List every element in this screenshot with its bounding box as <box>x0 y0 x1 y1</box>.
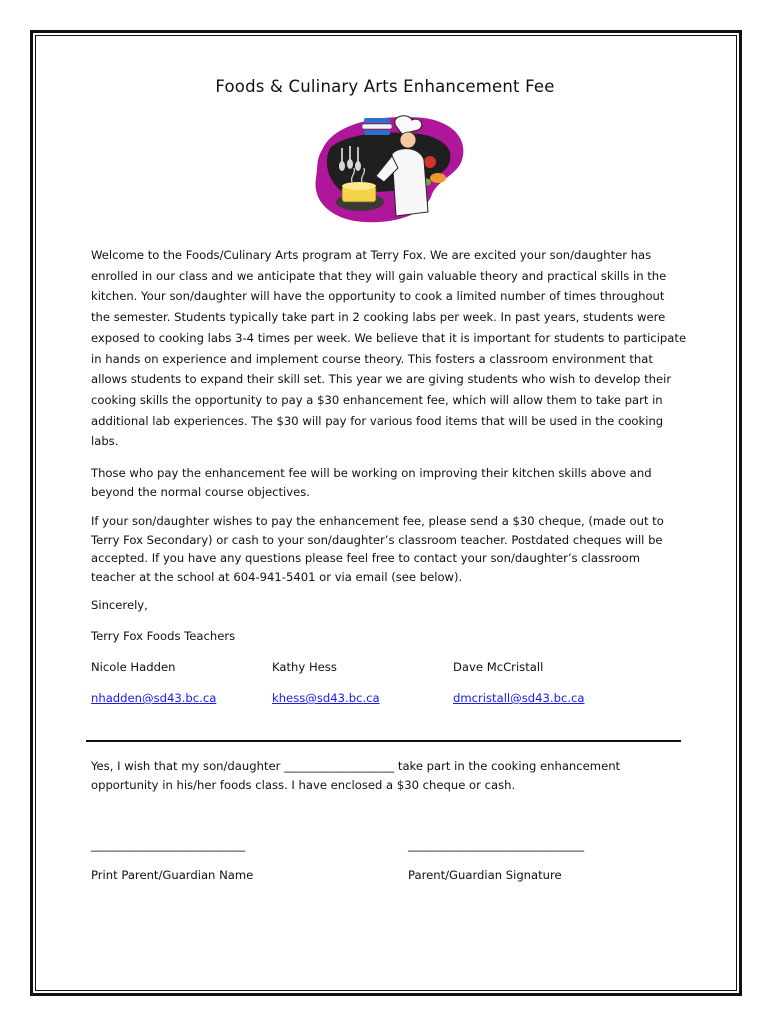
parent-name-line[interactable]: ____________________________ <box>91 838 245 852</box>
teacher-name: Kathy Hess <box>272 660 337 674</box>
section-divider <box>86 740 681 742</box>
parent-signature-line[interactable]: ________________________________ <box>408 838 584 852</box>
teacher-email-link[interactable]: dmcristall@sd43.bc.ca <box>453 691 585 705</box>
enhancement-paragraph: Those who pay the enhancement fee will be working on improving their kitchen skills above and beyond the normal course objectives. <box>91 466 652 499</box>
closing: Sincerely, <box>91 598 148 612</box>
parent-name-label: Print Parent/Guardian Name <box>91 868 254 882</box>
payment-paragraph: If your son/daughter wishes to pay the enhancement fee, please send a $30 cheque, (made out to Terry Fox Secondary) or cash to your son/daughter’s classroom teacher. Postdated cheques will be accepted. If you have any questions please feel free to contact your son/daughter’s classroom teacher at the school at 604-941-5401 or via email (see below). <box>91 514 664 584</box>
intro-paragraph: Welcome to the Foods/Culinary Arts program at Terry Fox. We are excited your son/daughter has enrolled in our class and we anticipate that they will gain valuable theory and practical skills in the kitchen. Your son/daughter will have the opportunity to cook a limited number of times throughout the semester. Students typically take part in 2 cooking labs per week. In past years, students were exposed to cooking labs 3-4 times per week. We believe that it is important for students to participate in hands on experience and implement course theory. This fosters a classroom environment that allows students to expand their skill set. This year we are giving students who wish to develop their cooking skills the opportunity to pay a $30 enhancement fee, which will allow them to take part in additional lab experiences. The $30 will pay for various food items that will be used in the cooking labs. <box>91 248 687 449</box>
chef-clipart-image <box>312 112 467 227</box>
parent-signature-label: Parent/Guardian Signature <box>408 868 562 882</box>
teacher-email-link[interactable]: khess@sd43.bc.ca <box>272 691 380 705</box>
signature-team: Terry Fox Foods Teachers <box>91 629 236 643</box>
consent-statement: Yes, I wish that my son/daughter ___________________ take part in the cooking enhancement opportunity in his/her foods class. I have enclosed a $30 cheque or cash. <box>91 759 621 792</box>
teacher-email-link[interactable]: nhadden@sd43.bc.ca <box>91 691 217 705</box>
teacher-name: Nicole Hadden <box>91 660 176 674</box>
teacher-name: Dave McCristall <box>453 660 544 674</box>
page-title: Foods & Culinary Arts Enhancement Fee <box>215 77 555 96</box>
